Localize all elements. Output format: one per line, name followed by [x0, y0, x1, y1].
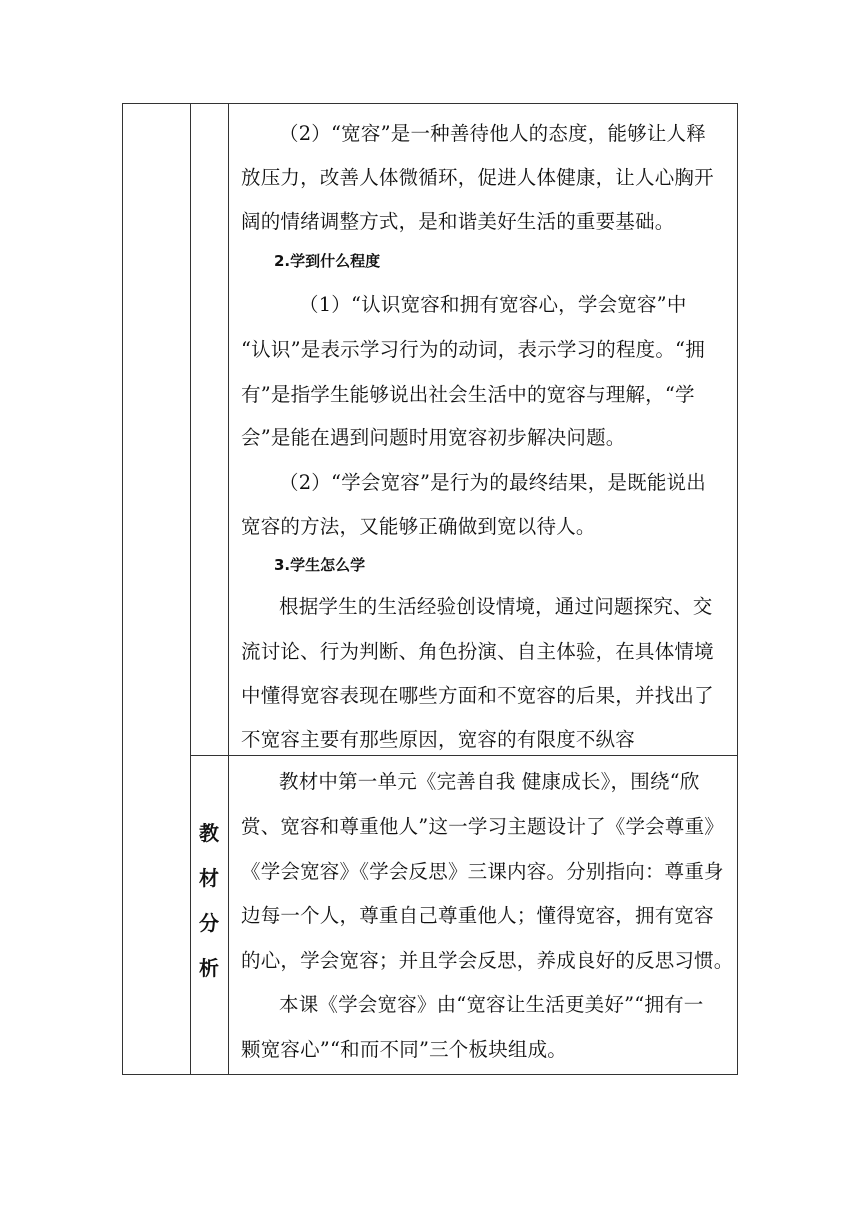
text-line: 边每一个人，尊重自己尊重他人；懂得宽容，拥有宽容	[241, 904, 714, 927]
label-char: 析	[199, 956, 219, 980]
text-line: 赏、宽容和尊重他人”这一学习主题设计了《学会尊重》	[241, 815, 724, 838]
text-line: 《学会宽容》《学会反思》三课内容。分别指向：尊重身	[241, 860, 724, 883]
text-line: （2）“学会宽容”是行为的最终结果，是既能说出	[279, 471, 706, 494]
learning-content-cell	[241, 104, 731, 755]
text-line: （2）“宽容”是一种善待他人的态度，能够让人释	[279, 122, 706, 145]
label-char: 分	[199, 911, 219, 935]
text-line: “认识”是表示学习行为的动词，表示学习的程度。“拥	[241, 338, 705, 361]
text-line: 的心，学会宽容；并且学会反思，养成良好的反思习惯。	[241, 949, 734, 972]
text-line: 教材中第一单元《完善自我 健康成长》，围绕“欣	[279, 770, 700, 793]
section-heading: 3.学生怎么学	[274, 556, 366, 574]
text-line: 中懂得宽容表现在哪些方面和不宽容的后果，并找出了	[241, 684, 714, 707]
text-line: 放压力，改善人体微循环，促进人体健康，让人心胸开	[241, 166, 714, 189]
text-line: 不宽容主要有那些原因，宽容的有限度不纵容	[241, 728, 636, 751]
text-line: 会”是能在遇到问题时用宽容初步解决问题。	[241, 426, 626, 449]
text-line: 颗宽容心”“和而不同”三个板块组成。	[241, 1038, 568, 1061]
text-line: 本课《学会宽容》由“宽容让生活更美好”“拥有一	[279, 993, 704, 1016]
label-char: 材	[199, 866, 219, 890]
label-char: 教	[199, 821, 219, 845]
text-line: 宽容的方法，又能够正确做到宽以待人。	[241, 515, 596, 538]
textbook-analysis-cell	[241, 757, 734, 1075]
text-line: 根据学生的生活经验创设情境，通过问题探究、交	[279, 595, 713, 618]
text-line: （1）“认识宽容和拥有宽容心，学会宽容”中	[299, 293, 687, 316]
text-line: 流讨论、行为判断、角色扮演、自主体验，在具体情境	[241, 640, 714, 663]
lesson-plan-table	[122, 103, 738, 1075]
row-divider	[190, 755, 737, 756]
text-line: 阔的情绪调整方式，是和谐美好生活的重要基础。	[241, 210, 675, 233]
textbook-analysis-label	[190, 757, 228, 1075]
text-line: 有”是指学生能够说出社会生活中的宽容与理解，“学	[241, 383, 695, 406]
column-divider-right	[228, 104, 229, 1074]
section-heading: 2.学到什么程度	[274, 252, 381, 270]
